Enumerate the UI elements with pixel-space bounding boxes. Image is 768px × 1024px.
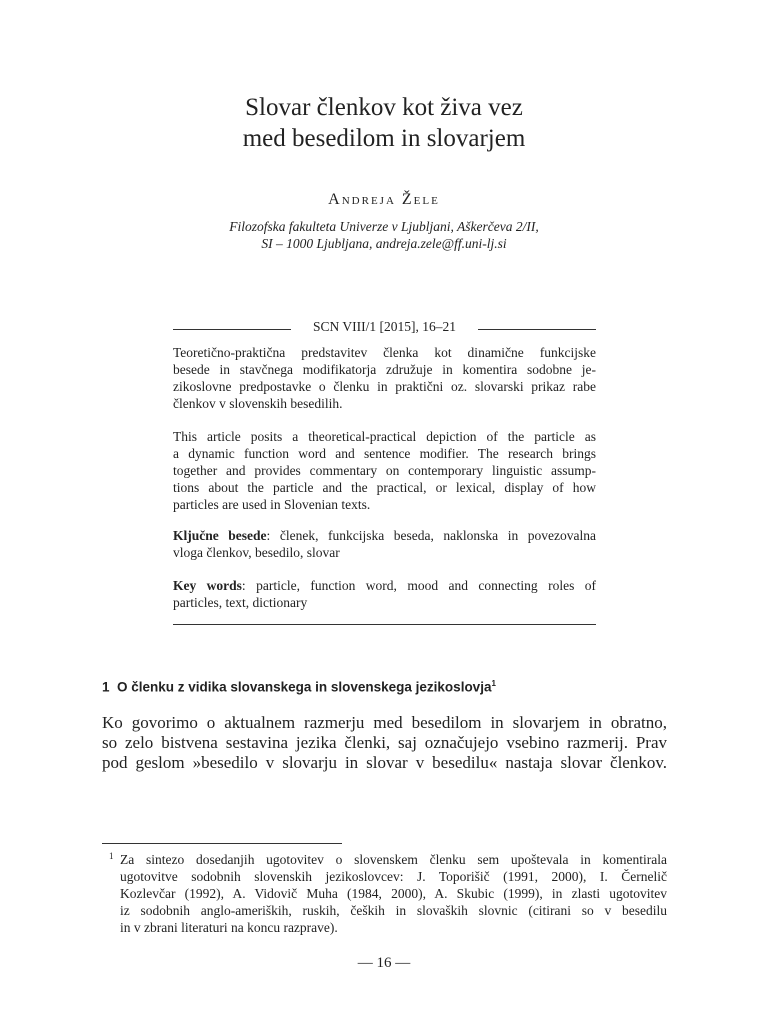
abstract-sl-line: besede in stavčnega modifikatorja združuje in komentira sodobne je- [173,362,596,377]
reference-rule-right [478,329,596,330]
keywords-en-line-2: particles, text, dictionary [173,595,308,610]
footnote-line: Kozlevčar (1992), A. Vidovič Muha (1984, 2000), A. Skubic (1999), in zlasti ugotovitev [120,886,667,901]
page-number: — 16 — [357,955,411,971]
affiliation-line-2: SI – 1000 Ljubljana, andreja.zele@ff.uni-lj.si [261,236,507,251]
abstract-en-line: a dynamic function word and sentence modifier. The research brings [173,446,596,461]
paper-title-line-2: med besedilom in slovarjem [242,125,526,152]
body-line: so zelo bistvena sestavina jezika členki, saj označujejo vsebino razmerij. Prav [102,733,667,752]
section-number: 1 [102,679,110,695]
journal-reference [173,319,596,337]
paper-title-line-1: Slovar členkov kot živa vez [245,94,523,121]
body-line: pod geslom »besedilo v slovarju in slovar v besedilu« nastaja slovar členkov. [102,753,667,772]
abstract-sl-line: zikoslovne predpostavke o členku in praktični oz. slovarski prikaz rabe [173,379,596,394]
abstract-sl-line: členkov v slovenskih besedilih. [173,396,343,411]
section-heading [102,679,496,695]
footnote-line: iz sodobnih anglo-ameriških, ruskih, čeških in slovaških slovnic (citirani so v besedilu [120,903,667,918]
keywords-sl-label: Ključne besede [173,528,267,543]
keywords-sl-text-1: : členek, funkcijska beseda, naklonska in povezovalna [266,528,596,543]
footnote-reference: 1 [491,679,496,688]
abstract-en-line: together and provides commentary on contemporary linguistic assump- [173,463,596,478]
author-name: Andreja Žele [328,191,440,208]
footnote-rule [102,843,342,844]
keywords-slovenian [173,527,596,561]
footnote-mark: 1 [109,851,114,861]
abstract-en-line: particles are used in Slovenian texts. [173,497,371,512]
keywords-en-label: Key words [173,578,242,593]
abstract-sl-line: Teoretično-praktična predstavitev členka kot dinamične funkcijske [173,345,596,360]
body-paragraph [102,713,667,773]
footnote-line: ugotovitve sodobnih slovenskih jezikoslovcev: J. Toporišič (1991, 2000), I. Černelič [120,869,667,884]
abstract-slovenian [173,344,596,412]
keywords-sl-line-1 [173,527,596,544]
abstract-english [173,428,596,513]
section-title: O členku z vidika slovanskega in slovenskega jezikoslovja [117,679,492,695]
reference-text: SCN VIII/1 [2015], 16–21 [313,319,456,334]
affiliation-line-1: Filozofska fakulteta Univerze v Ljubljani, Aškerčeva 2/II, [229,219,539,234]
abstract-en-line: tions about the particle and the practical, or lexical, display of how [173,480,596,495]
keywords-sl-line-2: vloga členkov, besedilo, slovar [173,545,340,560]
keywords-en-line-1 [173,577,596,594]
footnote-line: Za sintezo dosedanjih ugotovitev o slovenskem členku sem upoštevala in komentirala [120,852,667,867]
footnote [102,851,667,936]
footnote-line: in v zbrani literaturi na koncu razprave). [120,920,338,935]
abstract-en-line: This article posits a theoretical-practical depiction of the particle as [173,429,596,444]
keywords-en-text-1: : particle, function word, mood and connecting roles of [241,578,596,593]
keywords-english [173,577,596,611]
abstract-bottom-rule [173,624,596,625]
body-line: Ko govorimo o aktualnem razmerju med besedilom in slovarjem in obratno, [102,713,667,732]
